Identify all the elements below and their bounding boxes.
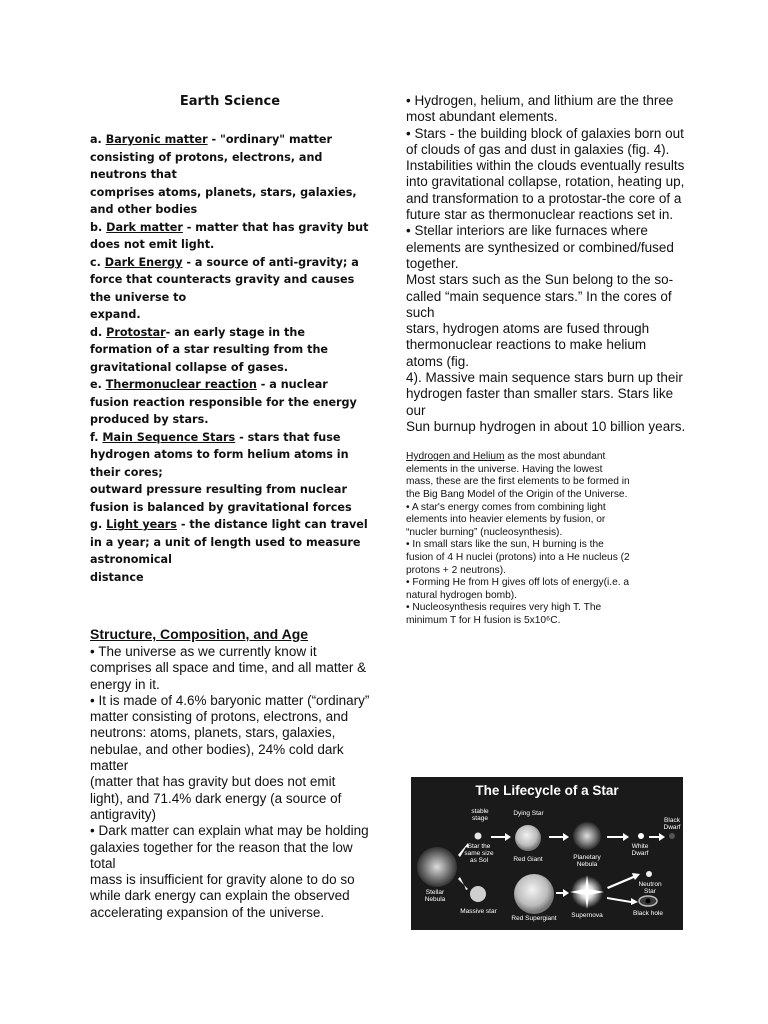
label-red-supergiant: Red Supergiant: [511, 915, 557, 922]
definition-prefix: d.: [90, 325, 107, 339]
definition-body: - "ordinary" matter consisting of protons, electrons, and neutrons that comprises atoms, planets, stars, galaxies, and other bodies: [90, 133, 357, 216]
neutron-star-icon: [646, 871, 652, 877]
small-paragraph-5: • Nucleosynthesis requires very high T. The minimum T for H fusion is 5x10⁶C.: [406, 602, 602, 626]
arrow-icon: [458, 877, 468, 890]
white-dwarf-icon: [638, 833, 644, 839]
stable-star-icon: [475, 833, 482, 840]
arrow-icon: [556, 889, 569, 897]
small-paragraph-4: • Forming He from H gives off lots of energy(i.e. a natural hydrogen bomb).: [406, 577, 630, 601]
definition-body: - matter that has gravity but does not emit light.: [90, 220, 369, 251]
definition-prefix: a.: [90, 133, 106, 146]
label-same-size: Star the same size as Sol: [464, 843, 494, 864]
definition-prefix: c.: [90, 255, 105, 269]
definition-item: [90, 516, 370, 586]
definition-item: [90, 376, 370, 429]
label-stellar-nebula: Stellar Nebula: [424, 889, 446, 903]
definition-term: Light years: [106, 518, 177, 531]
section-paragraph-3: • Dark matter can explain what may be holding galaxies together for the reason that the low total mass is insufficient for gravity alone to do so while dark energy can explain the observed accelerating expansion of the universe.: [90, 823, 369, 920]
label-black-dwarf: Black Dwarf: [663, 817, 681, 831]
small-paragraph-2: • A star's energy comes from combining light elements into heavier elements by fusion, or “nucler burning” (nucleosynthesis).: [406, 501, 606, 538]
definition-item: [90, 131, 370, 219]
label-planetary-nebula: Planetary Nebula: [573, 854, 601, 868]
massive-star-icon: [470, 886, 486, 902]
definition-body: - a nuclear fusion reaction responsible for the energy produced by stars.: [90, 378, 357, 426]
planetary-nebula-icon: [573, 822, 601, 850]
right-paragraph-5: • Stellar interiors are like furnaces where elements are synthesized or combined/fused together.: [406, 223, 674, 271]
definition-prefix: e.: [90, 378, 106, 391]
hydrogen-helium-link: Hydrogen and Helium: [406, 451, 505, 463]
right-paragraph-9: Sun burnup hydrogen in about 10 billion years.: [406, 418, 686, 434]
arrow-icon: [549, 833, 569, 841]
label-white-dwarf: White Dwarf: [631, 843, 649, 857]
label-massive-star: Massive star: [460, 908, 497, 915]
stellar-nebula-icon: [417, 847, 457, 887]
definitions-list: [90, 131, 370, 586]
definition-body: - the distance light can travel in a year; a unit of length used to measure astronomical distance: [90, 518, 368, 584]
right-paragraph-8: 4). Massive main sequence stars burn up their hydrogen faster than smaller stars. Stars like our: [406, 370, 683, 418]
arrow-icon: [491, 833, 511, 841]
definition-body: - stars that fuse hydrogen atoms to form helium atoms in their cores; outward pressure resulting from nuclear fusion is balanced by gravitational forces: [90, 430, 352, 514]
section-paragraph-2: • It is made of 4.6% baryonic matter (“ordinary” matter consisting of protons, electrons, and neutrons: atoms, planets, stars, galaxies, nebulae, and other bodies), 24% cold dark matter (matter that has gravity but does not emit light), and 71.4% dark energy (a source of antigravity): [90, 692, 370, 822]
definition-prefix: g.: [90, 518, 107, 531]
small-paragraph-3: • In small stars like the sun, H burning is the fusion of 4 H nuclei (protons) into a He nucleus (2 protons + 2 neutrons).: [406, 539, 630, 576]
label-supernova: Supernova: [571, 912, 603, 919]
right-paragraph-4: and transformation to a protostar-the core of a future star as thermonuclear reactions set in.: [406, 190, 682, 223]
label-black-hole: Black hole: [633, 910, 663, 917]
definition-item: [90, 429, 370, 517]
arrow-icon: [607, 833, 629, 841]
definition-term: Protostar: [106, 325, 166, 339]
label-red-giant: Red Giant: [513, 856, 543, 863]
red-giant-icon: [515, 825, 541, 851]
definition-body: - an early stage in the formation of a star resulting from the gravitational collapse of gases.: [90, 325, 329, 374]
section-paragraph-1: • The universe as we currently know it comprises all space and time, and all matter & energy in it.: [90, 644, 367, 692]
small-notes: [406, 451, 631, 627]
right-paragraph-7: stars, hydrogen atoms are fused through thermonuclear reactions to make helium atoms (fig.: [406, 321, 650, 369]
black-dwarf-icon: [669, 833, 675, 839]
definition-term: Thermonuclear reaction: [105, 378, 257, 391]
right-paragraph-2: • Stars - the building block of galaxies born out of clouds of gas and dust in galaxies (fig. 4).: [406, 125, 684, 157]
definition-prefix: b.: [90, 220, 107, 234]
document-title: Earth Science: [179, 94, 281, 109]
right-paragraph-6: Most stars such as the Sun belong to the so-called “main sequence stars.” In the cores of such: [406, 272, 674, 320]
red-supergiant-icon: [514, 874, 554, 914]
definition-term: Baryonic matter: [105, 133, 208, 146]
star-lifecycle-figure: [411, 777, 683, 930]
right-paragraph-3: Instabilities within the clouds eventually results into gravitational collapse, rotation, heating up,: [406, 158, 685, 190]
label-dying-star: Dying Star: [513, 810, 544, 817]
section-heading: Structure, Composition, and Age: [90, 626, 309, 642]
definition-term: Dark matter: [106, 220, 183, 234]
right-paragraph-1: • Hydrogen, helium, and lithium are the three most abundant elements.: [406, 93, 674, 125]
figure-title: The Lifecycle of a Star: [475, 783, 619, 798]
definition-item: [90, 324, 370, 377]
left-column: [90, 94, 370, 921]
definition-body: - a source of anti-gravity; a force that counteracts gravity and causes the universe to expand.: [90, 255, 359, 321]
right-column: [406, 93, 686, 628]
arrow-icon: [607, 897, 638, 905]
definition-term: Dark Energy: [104, 255, 183, 269]
definition-prefix: f.: [90, 430, 103, 444]
label-neutron-star: Neutron Star: [638, 881, 662, 895]
arrow-icon: [649, 833, 665, 841]
definition-term: Main Sequence Stars: [102, 430, 236, 444]
definition-item: [90, 254, 370, 324]
definition-item: [90, 219, 370, 254]
label-stable-stage: stable stage: [471, 808, 489, 822]
small-paragraph-1: Hydrogen and Helium as the most abundant elements in the universe. Having the lowest mass, these are the first elements to be formed in the Big Bang Model of the Origin of the Universe.: [406, 451, 630, 501]
